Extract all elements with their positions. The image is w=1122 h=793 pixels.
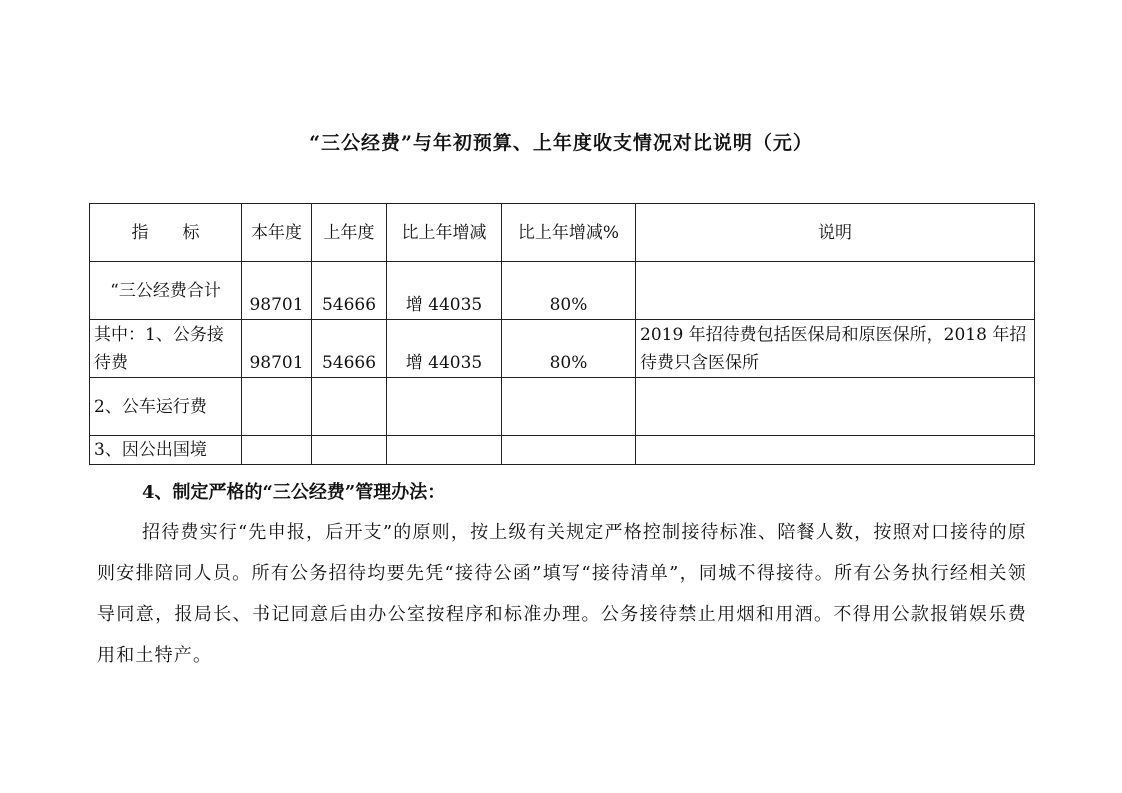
row-last-year: 54666 (312, 262, 387, 320)
header-change: 比上年增减 (387, 204, 502, 262)
body-paragraph: 招待费实行“先申报，后开支”的原则，按上级有关规定严格控制接待标准、陪餐人数，按照对口接待的原则安排陪同人员。所有公务招待均要先凭“接待公函”填写“接待清单”，同城不得接待。所有公务执行经相关领导同意，报局长、书记同意后由办公室按程序和标准办理。公务接待禁止用烟和用酒。不得用公款报销娱乐费用和土特产。 (97, 522, 1027, 666)
row-current-year (242, 436, 312, 465)
row-indicator: 2、公车运行费 (90, 378, 242, 436)
expense-comparison-table (89, 203, 1035, 465)
row-indicator: 3、因公出国境 (90, 436, 242, 465)
row-current-year: 98701 (242, 320, 312, 378)
row-notes (636, 436, 1035, 465)
row-change (387, 378, 502, 436)
row-change: 增 44035 (387, 320, 502, 378)
row-notes (636, 378, 1035, 436)
row-indicator: “三公经费合计 (90, 262, 242, 320)
row-change (387, 436, 502, 465)
row-notes: 2019 年招待费包括医保局和原医保所，2018 年招待费只含医保所 (636, 320, 1035, 378)
row-change: 增 44035 (387, 262, 502, 320)
page-title: “三公经费”与年初预算、上年度收支情况对比说明（元） (309, 132, 813, 154)
header-notes: 说明 (636, 204, 1035, 262)
header-change-pct: 比上年增减% (502, 204, 636, 262)
table-row (90, 320, 1035, 378)
header-current-year: 本年度 (242, 204, 312, 262)
row-change-pct: 80% (502, 262, 636, 320)
header-indicator: 指 标 (90, 204, 242, 262)
row-notes (636, 262, 1035, 320)
row-change-pct (502, 436, 636, 465)
row-change-pct (502, 378, 636, 436)
row-change-pct: 80% (502, 320, 636, 378)
row-indicator: 其中：1、公务接待费 (90, 320, 242, 378)
row-current-year (242, 378, 312, 436)
table-row (90, 436, 1035, 465)
section-heading: 4、制定严格的“三公经费”管理办法： (142, 482, 446, 503)
table-row (90, 262, 1035, 320)
row-last-year (312, 378, 387, 436)
header-last-year: 上年度 (312, 204, 387, 262)
row-last-year: 54666 (312, 320, 387, 378)
table-header-row (90, 204, 1035, 262)
row-current-year: 98701 (242, 262, 312, 320)
table-row (90, 378, 1035, 436)
row-last-year (312, 436, 387, 465)
